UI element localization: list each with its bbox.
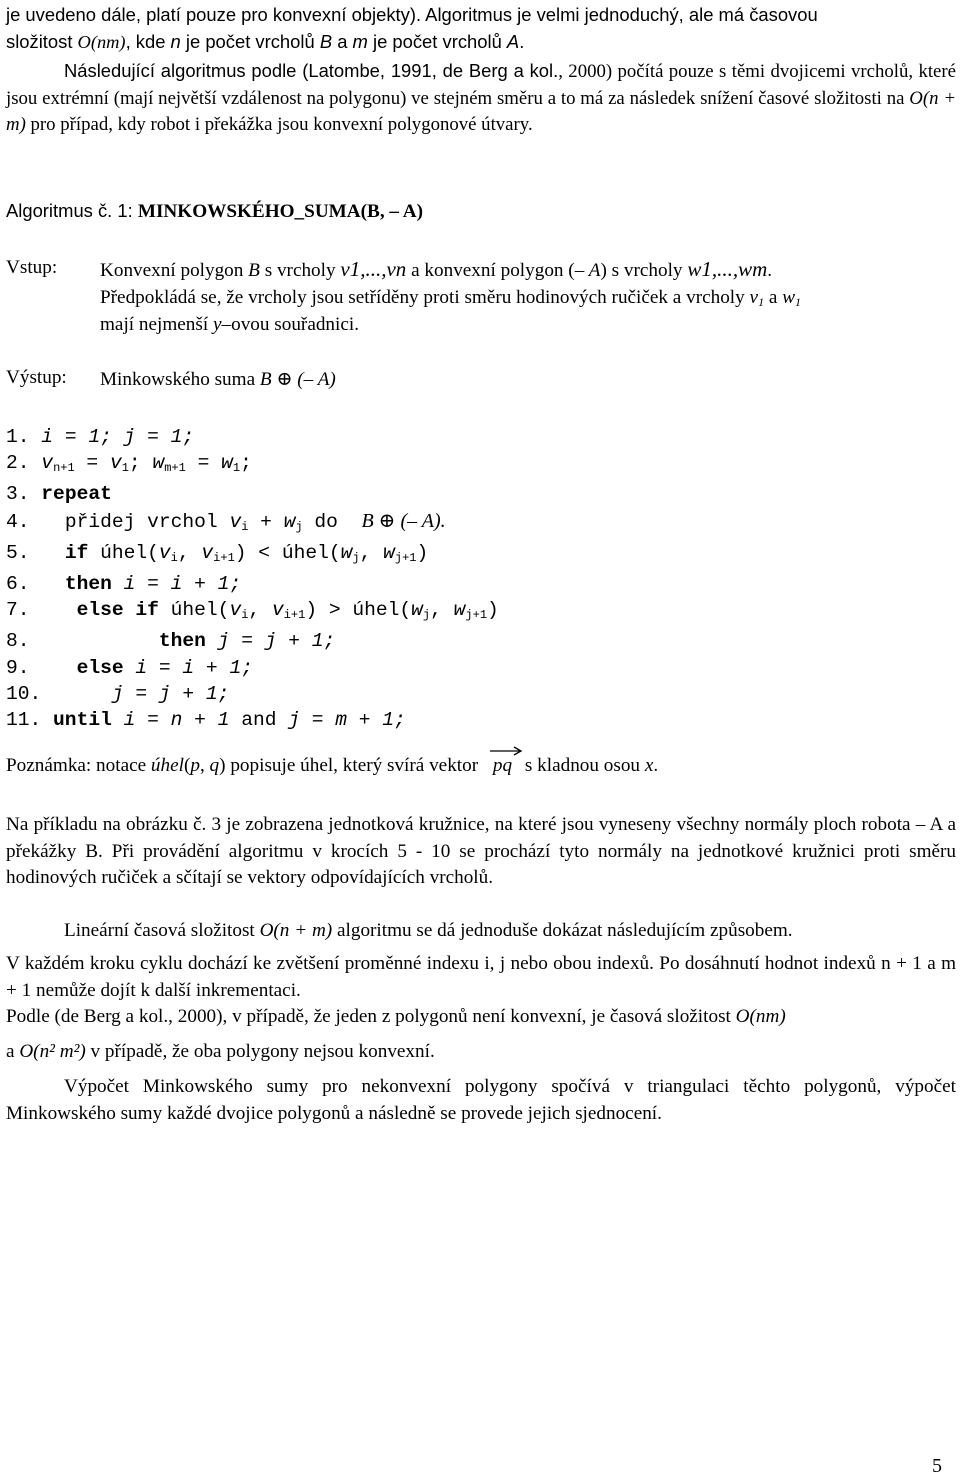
vector-pq	[493, 755, 512, 777]
line-number: 6.	[6, 573, 30, 596]
intro-text: , kde	[125, 30, 171, 52]
paragraph-text: algoritmu se dá jednoduše dokázat následujícím způsobem.	[332, 920, 793, 941]
note-text: ,	[199, 755, 210, 776]
input-line-1	[100, 257, 956, 282]
input-label: Vstup:	[6, 257, 58, 278]
code-line: 5. if $úhel(v_i$, $v_{i+1}$) < $úhel(w_j$, $w_{j+1}$)	[6, 541, 429, 565]
code-line: 7. else if $úhel(v_i$, $v_{i+1}$) > $úhel(w_j$, $w_{j+1}$)	[6, 599, 499, 623]
code-text: i = i + 1;	[123, 656, 253, 679]
keyword-until: until	[53, 709, 112, 732]
note-text: ) popisuje úhel, který svírá vektor	[219, 755, 483, 776]
code-line	[6, 683, 229, 705]
var-n: n	[170, 30, 181, 52]
code-listing	[6, 424, 706, 733]
page-number: 5	[932, 1455, 942, 1477]
var-q: q	[209, 755, 220, 776]
intro-line-1: je uvedeno dále, platí pouze pro konvexní objekty). Algoritmus je velmi jednoduchý, ale má časovou	[6, 4, 818, 25]
code-line	[6, 709, 406, 731]
input-line-2: Předpokládá se, že vrcholy jsou setříděny proti směru hodinových ručiček a vrcholy $v_1$ a $w_1$	[100, 287, 801, 309]
input-text: ) s vrcholy	[600, 260, 688, 281]
formula-on2m2: O(n² m²)	[19, 1041, 86, 1062]
intro-text: je počet vrcholů	[180, 30, 320, 52]
formula-onm-linear: O(n + m)	[259, 920, 333, 941]
code-text: i = 1; j = 1;	[41, 426, 195, 448]
intro-text: a	[332, 30, 353, 52]
algorithm-title	[6, 200, 423, 223]
paragraph-text: a	[6, 1041, 20, 1062]
note-text: Poznámka: notace	[6, 755, 151, 776]
note-line	[6, 755, 658, 777]
input-text: –ovou souřadnici.	[221, 314, 360, 335]
var-B: B	[319, 30, 333, 52]
line-number: 8.	[6, 630, 30, 653]
figure-paragraph: Na příkladu na obrázku č. 3 je zobrazena jednotková kružnice, na které jsou vyneseny všechny normály ploch robota – A a překážky B. Při provádění algoritmu v krocích 5 - 10 se prochází tyto normály na jednotkové kružnici proti směru hodinových ručiček a sčítají se vektory odpovídajících vrcholů.	[6, 814, 956, 889]
proof-paragraph: V každém kroku cyklu dochází ke zvětšení proměnné indexu i, j nebo obou indexů. Po dosáhnutí hodnot indexů n + 1 a m + 1 nemůže dojít k další inkrementaci.	[6, 953, 956, 1001]
code-line	[6, 630, 335, 652]
note-text: .	[653, 755, 659, 776]
formula-minkowski-sum: B ⊕ (– A)	[259, 369, 336, 390]
formula-onm: O(nm)	[735, 1006, 786, 1027]
formula-onm-linear: O(n + m)	[6, 87, 957, 136]
vertices-w: w1,...,wm	[687, 257, 768, 281]
code-line	[6, 483, 112, 505]
keyword-then: then	[158, 630, 206, 653]
line-number: 10.	[6, 682, 42, 705]
keyword-else-if: else if	[76, 599, 159, 622]
code-line	[6, 657, 253, 679]
var-w1: w	[782, 287, 795, 308]
code-text: přidej vrchol	[64, 510, 230, 533]
var-v1: v	[749, 287, 759, 308]
func-uhel: úhel	[150, 755, 184, 776]
paragraph-text: Lineární časová složitost	[64, 920, 260, 941]
latombe-text: pro případ, kdy robot i překážka jsou konvexní polygonové útvary.	[25, 114, 533, 136]
input-text: a	[764, 287, 783, 308]
intro-text: .	[519, 30, 525, 52]
vector-arrow-icon	[489, 745, 523, 757]
latombe-start: Následující algoritmus podle (Latombe, 1991, de Berg a kol.	[64, 60, 559, 81]
code-line	[6, 426, 194, 448]
algorithm-prefix: Algoritmus č. 1:	[6, 200, 138, 221]
nonconvex-minkowski-paragraph: Výpočet Minkowského sumy pro nekonvexní polygony spočívá v triangulaci těchto polygonů, výpočet Minkowského sumy každé dvojice polygonů a následně se provede jejich sjednocení.	[6, 1076, 956, 1124]
input-line-3	[100, 314, 359, 336]
keyword-repeat: repeat	[41, 483, 112, 506]
code-text: i = n + 1	[111, 709, 242, 732]
code-line	[6, 573, 241, 595]
latombe-paragraph	[6, 58, 956, 139]
code-line: 4. přidej vrchol $v_i + w_j$ do B ⊕ (– A).	[6, 509, 446, 534]
keyword-else: else	[76, 656, 124, 679]
code-text: do	[302, 510, 350, 533]
output-text: Minkowského suma	[100, 369, 260, 390]
var-minus-A: – A	[574, 260, 601, 281]
intro-text: je počet vrcholů	[367, 30, 507, 52]
line-number: 4.	[6, 510, 30, 533]
note-text: s kladnou osou	[520, 755, 645, 776]
line-number: 2.	[6, 452, 30, 475]
code-text: j = j + 1;	[205, 630, 336, 653]
line-number: 1.	[6, 426, 30, 448]
code-text: j = j + 1;	[111, 682, 230, 705]
vector-label: pq	[492, 755, 513, 776]
output-label: Výstup:	[6, 367, 67, 388]
intro-paragraph	[6, 2, 956, 55]
var-x: x	[644, 755, 654, 776]
vertices-v: v1,...,vn	[340, 257, 407, 281]
input-text: s vrcholy	[259, 260, 341, 281]
nonconvex-paragraph	[6, 1004, 956, 1031]
keyword-and: and	[241, 709, 277, 732]
keyword-if: if	[64, 541, 89, 564]
input-text: .	[767, 260, 773, 281]
line-number: 3.	[6, 483, 30, 506]
algorithm-name: MINKOWSKÉHO_SUMA(B, – A)	[137, 201, 424, 222]
formula-onm: O(nm)	[77, 31, 126, 52]
keyword-then: then	[64, 573, 112, 596]
code-text: úhel(	[88, 541, 159, 564]
var-y: y	[212, 314, 222, 335]
line-number: 9.	[6, 656, 30, 679]
var-B: B	[248, 260, 260, 281]
input-text: Konvexní polygon	[100, 260, 249, 281]
line-number: 7.	[6, 599, 30, 622]
paragraph-text: v případě, že oba polygony nejsou konvexní.	[85, 1041, 435, 1062]
code-text: i = i + 1;	[111, 573, 242, 596]
input-text: a konvexní polygon (	[406, 260, 575, 281]
latombe-text: , 2000) počítá pouze s těmi dvojicemi vrcholů, které jsou extrémní (mají největší vzdálenost na polygonu) ve stejném směru a to má za následek snížení časové složitosti na	[6, 61, 956, 109]
paragraph-text: Podle (de Berg a kol., 2000), v případě, že jeden z polygonů není konvexní, je časová složitost	[6, 1006, 736, 1027]
input-text: mají nejmenší	[100, 314, 213, 335]
formula-minkowski-sum: B ⊕ (– A).	[361, 509, 446, 532]
nonconvex-paragraph-line-2	[6, 1041, 435, 1063]
intro-text: složitost	[6, 30, 78, 52]
line-number: 11.	[6, 709, 42, 732]
input-text: Předpokládá se, že vrcholy jsou setříděny proti směru hodinových ručiček a vrcholy	[100, 287, 750, 308]
var-A: A	[506, 30, 520, 52]
var-p: p	[190, 755, 200, 776]
code-line: 2. $v_{n+1} = v_1$; $w_{m+1} = w_1$;	[6, 452, 252, 476]
code-text: j = m + 1;	[276, 709, 406, 732]
output-line	[100, 367, 336, 391]
note-text: (	[183, 755, 191, 776]
var-m: m	[352, 30, 368, 52]
line-number: 5.	[6, 541, 30, 564]
linear-complexity-paragraph	[6, 918, 956, 945]
